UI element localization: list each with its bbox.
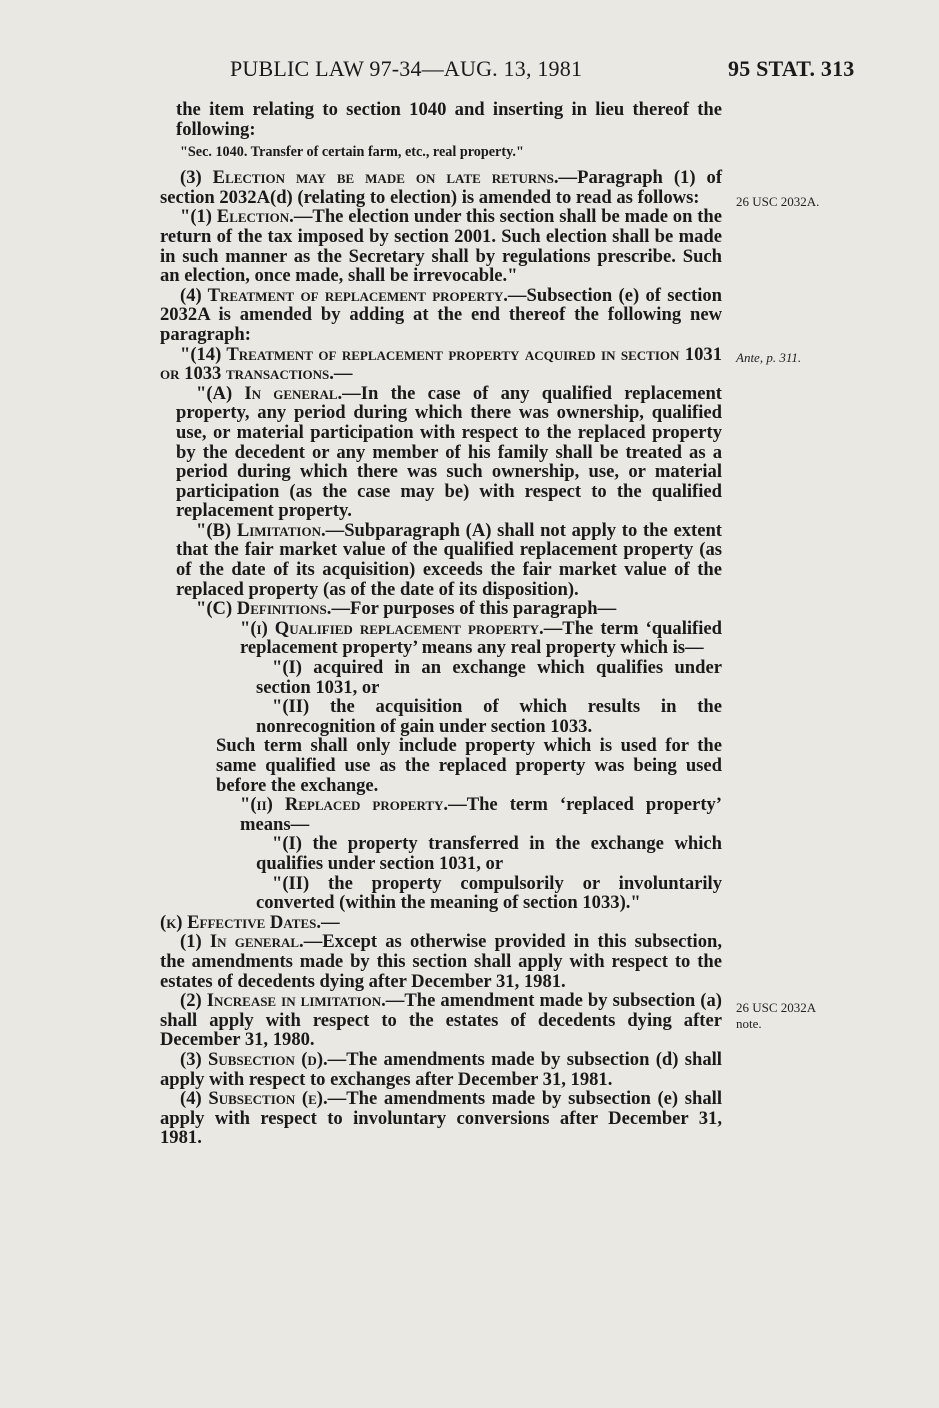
heading-limitation: "(B) Limitation. (196, 519, 326, 541)
paragraph-item-relating: the item relating to section 1040 and inserting in lieu thereof the following: (176, 99, 722, 140)
heading-in-general: "(A) In general. (196, 382, 343, 404)
margin-note-2032A-note-line1: 26 USC 2032A (736, 1000, 817, 1015)
heading-election: "(1) Election. (180, 206, 294, 228)
margin-note-2032A-note (736, 1000, 816, 1032)
text-subsection-e: —The amendments made by subsection (e) shall apply with respect to involuntary conversions after December 31, 1981. (160, 1088, 722, 1149)
running-head: PUBLIC LAW 97-34—AUG. 13, 1981 (230, 56, 583, 81)
heading-increase-limitation: (2) Increase in limitation. (180, 990, 386, 1012)
paragraph-such-term: Such term shall only include property which is used for the same qualified use as the replaced property was being used before the exchange. (216, 735, 722, 796)
paragraph-subsection-d (160, 1050, 722, 1089)
paragraph-election (160, 207, 722, 285)
paragraph-replaced-property (160, 795, 722, 834)
margin-note-ante-text: Ante, p. 311. (736, 350, 802, 365)
paragraph-increase-limitation (160, 991, 722, 1050)
text-limitation: —Subparagraph (A) shall not apply to the extent that the fair market value of the qualified replacement property (as of the date of its acquisition) exceeds the fair market value of the replaced property (as of the date of its disposition). (176, 519, 722, 600)
section-item-quote: "Sec. 1040. Transfer of certain farm, etc., real property." (180, 144, 524, 161)
heading-election-late-returns: (3) Election may be made on late returns. (180, 167, 559, 189)
text-increase-limitation: —The amendment made by subsection (a) shall apply with respect to the estates of decedents dying after December 31, 1980. (160, 990, 722, 1051)
paragraph-qualified-replacement (160, 619, 722, 658)
text-eff-in-general: —Except as otherwise provided in this subsection, the amendments made by this section shall apply with respect to the estates of decedents dying after December 31, 1981. (160, 931, 722, 992)
text-election-late-returns: —Paragraph (1) of section 2032A(d) (relating to election) is amended to read as follows: (160, 167, 723, 208)
text-definitions: —For purposes of this paragraph— (331, 598, 617, 620)
paragraph-replacement-property (160, 286, 722, 345)
paragraph-clause-I-transferred: "(I) the property transferred in the exchange which qualifies under section 1031, or (256, 833, 722, 874)
body-text (160, 100, 722, 1148)
paragraph-clause-I-exchange: "(I) acquired in an exchange which qualifies under section 1031, or (256, 657, 722, 698)
text-election: —The election under this section shall be made on the return of the tax imposed by section 2001. Such election shall be made in such manner as the Secretary shall by regulations prescribe. Such an election, once made, shall be irrevocable." (160, 206, 723, 287)
paragraph-election-late-returns (160, 168, 722, 207)
paragraph-definitions (160, 599, 722, 619)
margin-note-ante (736, 350, 801, 366)
paragraph-subsection-e (160, 1089, 722, 1148)
heading-effective-dates: (k) Effective Dates.— (160, 911, 340, 933)
heading-subsection-d: (3) Subsection (d). (180, 1048, 328, 1070)
page-reference: 95 STAT. 313 (728, 56, 855, 81)
text-in-general: —In the case of any qualified replacement property, any period during which there was ownership, qualified use, or material participation with respect to the replaced property by the decedent or any member of his family shall be treated as a period during which there was such ownership, use, or material participation (as the case may be) with respect to the qualified replacement property. (176, 382, 722, 522)
text-qualified-replacement: —The term ‘qualified replacement property’ means any real property which is— (240, 617, 722, 659)
text-replaced-property: —The term ‘replaced property’ means— (240, 794, 722, 835)
paragraph-in-general (160, 384, 722, 521)
margin-note-2032A-note-line2: note. (736, 1016, 762, 1031)
heading-definitions: "(C) Definitions. (196, 598, 332, 620)
heading-replacement-property: (4) Treatment of replacement property. (180, 284, 508, 306)
paragraph-clause-II-converted: "(II) the property compulsorily or involuntarily converted (within the meaning of section 1033)." (256, 872, 722, 914)
heading-section-14: "(14) Treatment of replacement property acquired in section 1031 or 1033 transactions.— (160, 343, 722, 385)
paragraph-clause-II-acquisition: "(II) the acquisition of which results in the nonrecognition of gain under section 1033. (256, 696, 722, 737)
heading-replaced-property: "(ii) Replaced property. (240, 794, 449, 816)
heading-subsection-e: (4) Subsection (e). (180, 1088, 328, 1110)
text-subsection-d: —The amendments made by subsection (d) shall apply with respect to exchanges after December 31, 1981. (160, 1048, 722, 1090)
paragraph-eff-in-general (160, 932, 722, 991)
text-replacement-property: —Subsection (e) of section 2032A is amended by adding at the end thereof the following new paragraph: (160, 284, 722, 345)
heading-qualified-replacement: "(i) Qualified replacement property. (240, 617, 544, 639)
paragraph-limitation (160, 521, 722, 599)
heading-eff-in-general: (1) In general. (180, 931, 304, 953)
margin-note-2032A: 26 USC 2032A. (736, 194, 820, 209)
